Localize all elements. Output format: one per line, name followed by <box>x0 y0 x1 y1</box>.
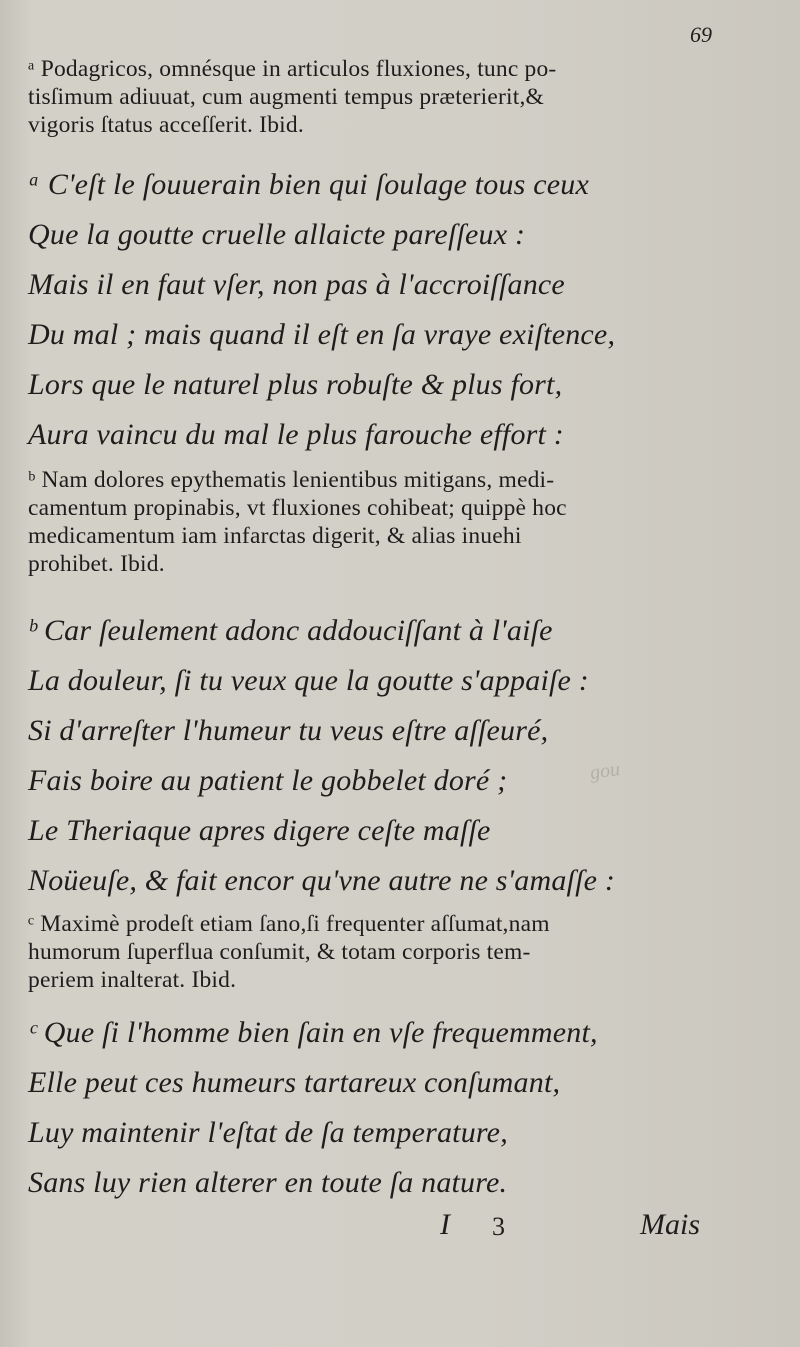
text-line: ᶜ Maximè prodeſt etiam ſano,ſi frequenter aſſumat,nam <box>28 911 550 937</box>
page-number: 69 <box>690 22 712 47</box>
text-line: ᵃ Podagricos, omnésque in articulos fluxiones, tunc po- <box>28 56 557 82</box>
text-line: ᵇ Nam dolores epythematis lenientibus mitigans, medi- <box>28 467 555 493</box>
french-verse-c <box>28 1008 746 1208</box>
verse-line: Lors que le naturel plus robuſte & plus fort, <box>28 368 563 401</box>
latin-note-a <box>28 55 746 139</box>
verse-line: Si d'arreſter l'humeur tu veus eſtre aſſeuré, <box>28 714 549 747</box>
verse-line: Luy maintenir l'eſtat de ſa temperature, <box>28 1116 508 1149</box>
text-line: vigoris ſtatus acceſſerit. Ibid. <box>28 112 304 138</box>
verse-line: La douleur, ſi tu veux que la goutte s'appaiſe : <box>28 664 589 697</box>
verse-line: ᶜ Que ſi l'homme bien ſain en vſe frequemment, <box>28 1016 598 1049</box>
verse-line: Noüeuſe, & fait encor qu'vne autre ne s'amaſſe : <box>28 864 616 897</box>
latin-note-b <box>28 466 746 578</box>
verse-line: Que la goutte cruelle allaicte pareſſeux : <box>28 218 526 251</box>
catchword: Mais <box>640 1208 700 1241</box>
verse-line: Le Theriaque apres digere ceſte maſſe <box>28 814 491 847</box>
text-line: camentum propinabis, vt fluxiones cohibeat; quippè hoc <box>28 495 567 521</box>
text-line: humorum ſuperflua conſumit, & totam corporis tem- <box>28 939 531 965</box>
bleed-through-text: gou <box>588 758 622 784</box>
verse-line: Du mal ; mais quand il eſt en ſa vraye exiſtence, <box>28 318 616 351</box>
signature-number: 3 <box>492 1212 505 1241</box>
text-line: tisſimum adiuuat, cum augmenti tempus prӕterierit,& <box>28 84 545 110</box>
verse-line: Fais boire au patient le gobbelet doré ; <box>28 764 508 797</box>
text-line: periem inalterat. Ibid. <box>28 967 237 993</box>
verse-line: ᵃ C'eſt le ſouuerain bien qui ſoulage tous ceux <box>28 168 590 201</box>
latin-note-c <box>28 910 746 994</box>
verse-line: Aura vaincu du mal le plus farouche effort : <box>28 418 564 451</box>
verse-line: Sans luy rien alterer en toute ſa nature. <box>28 1166 508 1199</box>
french-verse-a <box>28 160 746 460</box>
french-verse-b <box>28 606 746 906</box>
verse-line: ᵇ Car ſeulement adonc addouciſſant à l'aiſe <box>28 614 553 647</box>
signature-mark: I <box>440 1208 450 1241</box>
verse-line: Elle peut ces humeurs tartareux conſumant, <box>28 1066 561 1099</box>
page-footer <box>0 1208 800 1248</box>
text-line: medicamentum iam infarctas digerit, & alias inuehi <box>28 523 522 549</box>
text-line: prohibet. Ibid. <box>28 551 165 577</box>
verse-line: Mais il en faut vſer, non pas à l'accroiſſance <box>28 268 565 301</box>
